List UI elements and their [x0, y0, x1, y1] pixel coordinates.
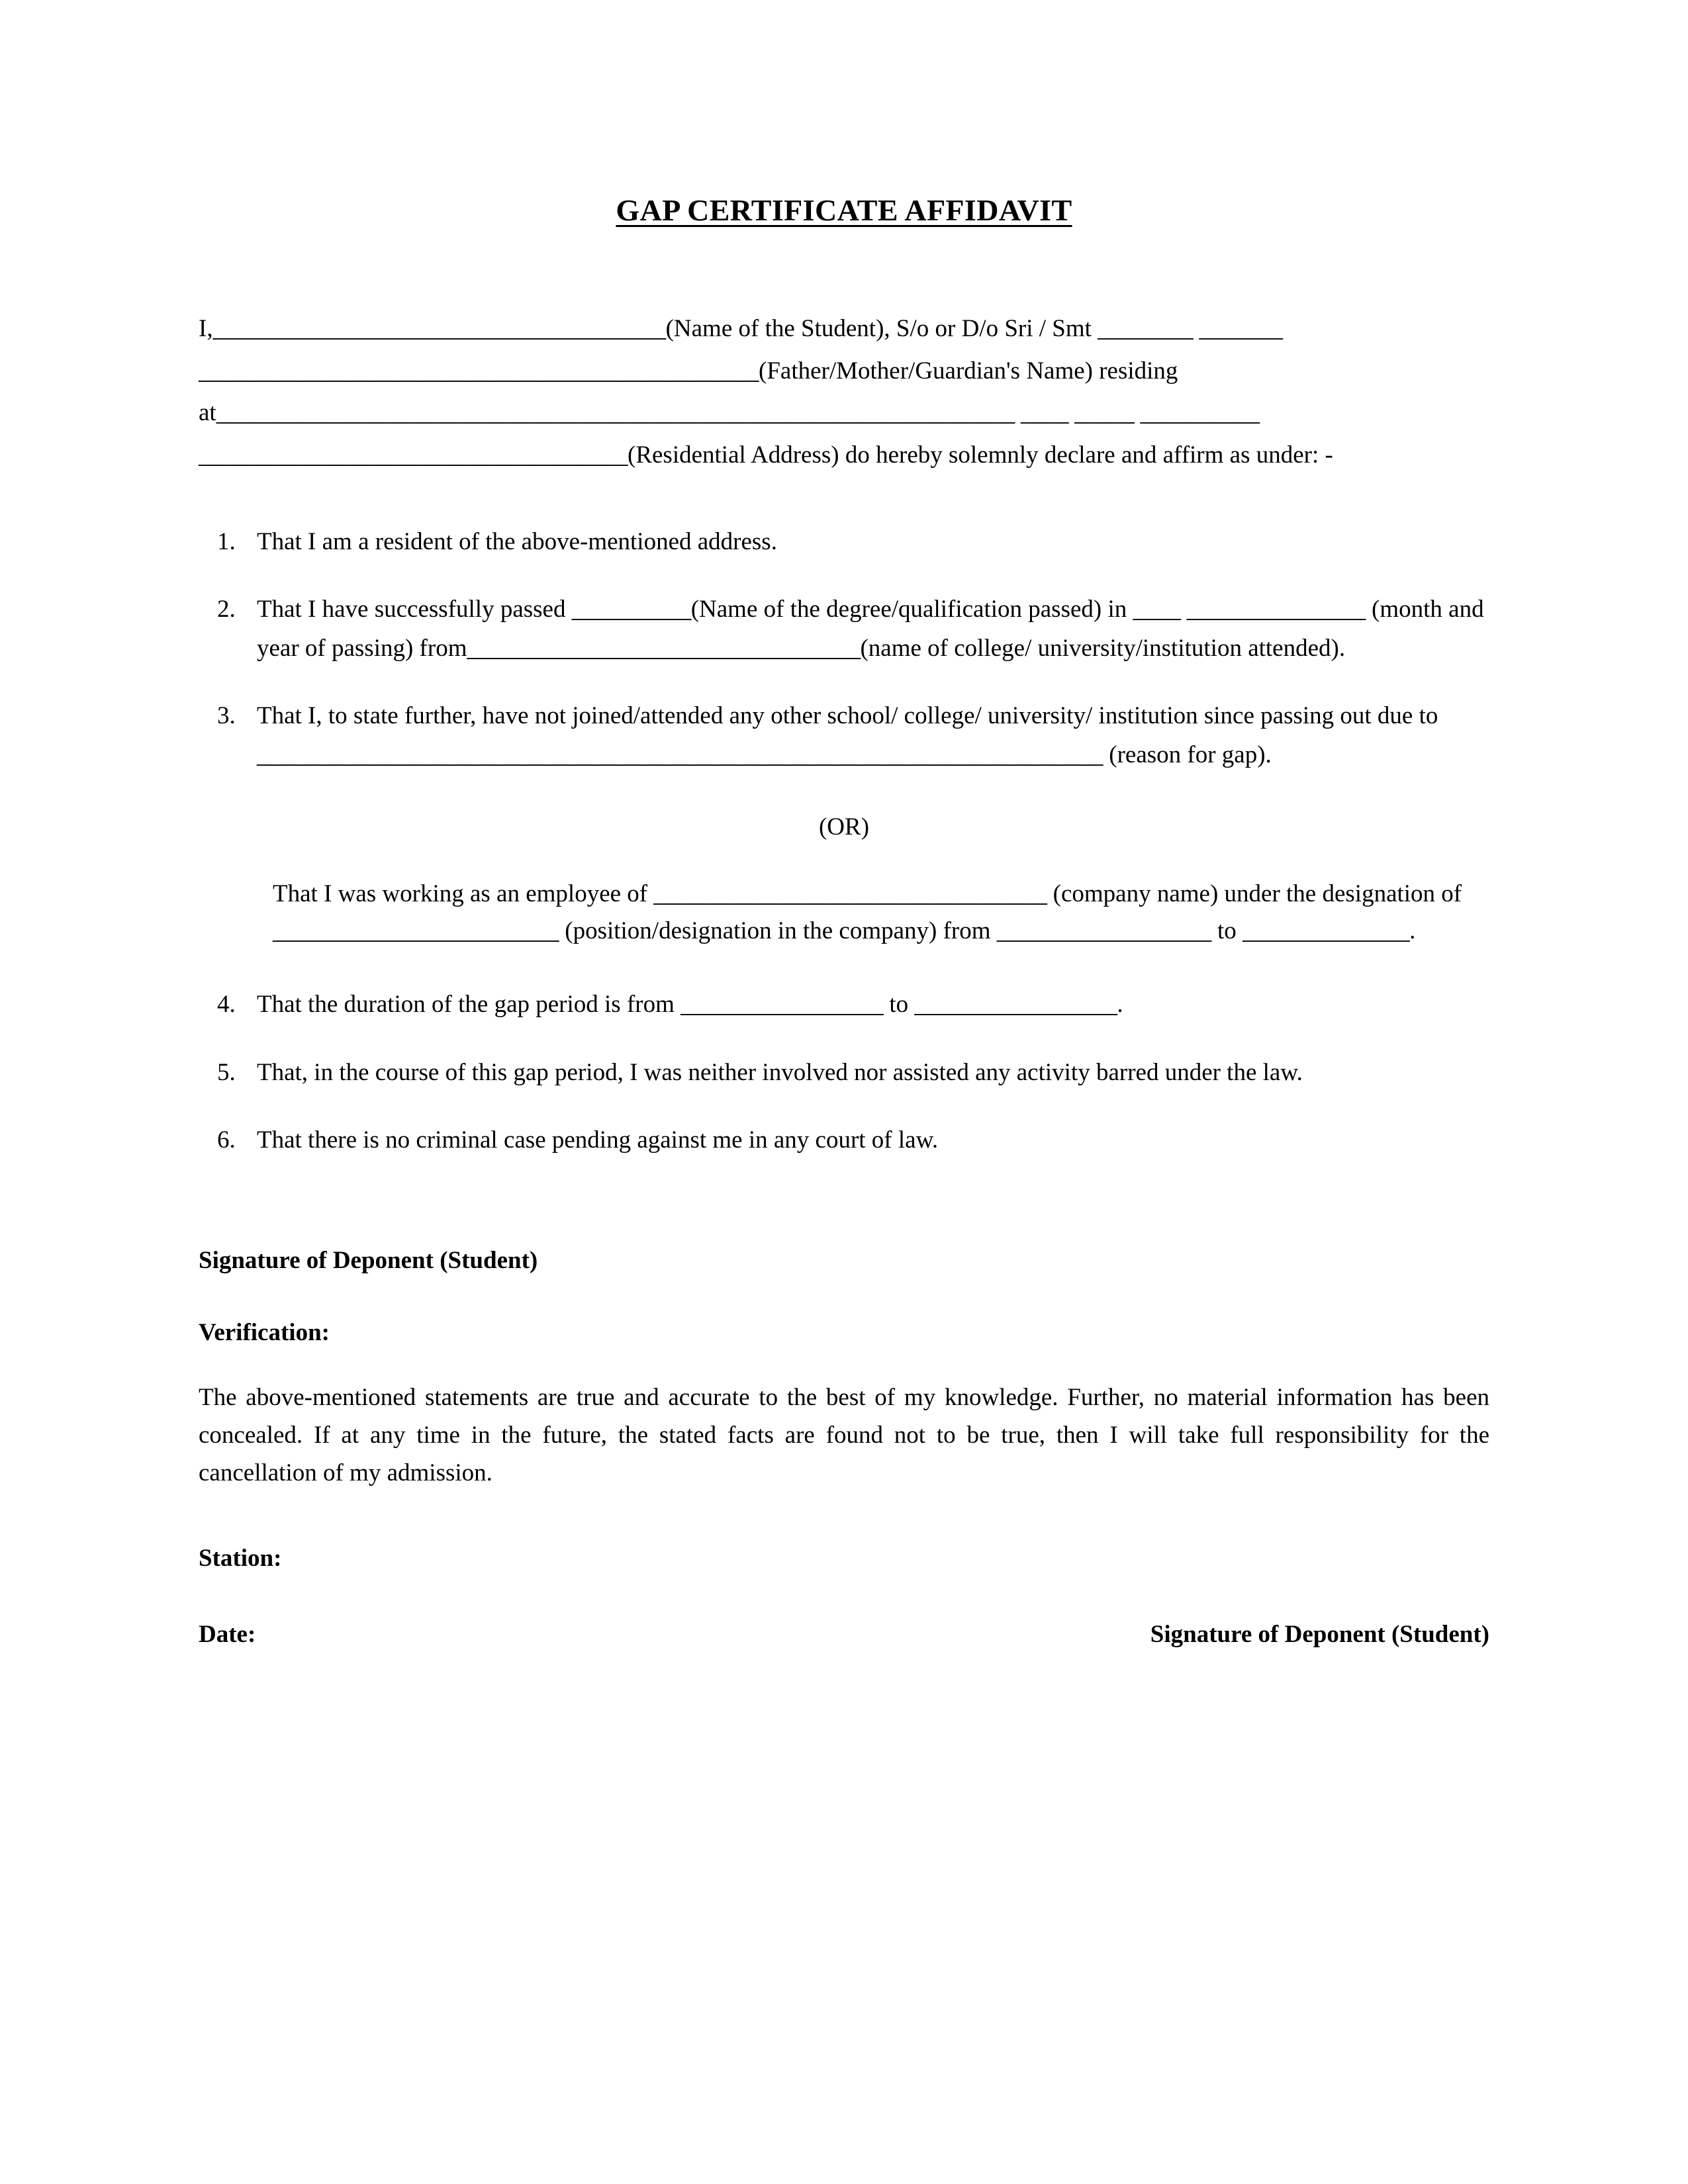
claim-text-4b: to — [889, 991, 909, 1019]
signature-label-top: Signature of Deponent (Student) — [199, 1246, 538, 1274]
claim-text-4c: . — [1117, 991, 1123, 1019]
employment-alternative-paragraph — [199, 876, 1489, 950]
gap-to-blank[interactable]: _________________ — [914, 991, 1117, 1019]
intro-guardian-note: (Father/Mother/Guardian's — [759, 357, 1021, 385]
claim-number-5: 5. — [217, 1058, 236, 1086]
claim-number-1: 1. — [217, 527, 236, 555]
month-year-blank-a[interactable]: ____ — [1133, 596, 1181, 623]
page-title — [199, 192, 1489, 228]
degree-name-blank[interactable]: __________ — [571, 596, 691, 623]
claim-text-1: That I am a resident of the above-mentioned address. — [257, 527, 777, 555]
address-blank-b[interactable]: ____ — [1020, 399, 1068, 427]
or-separator — [199, 813, 1489, 841]
or-label: (OR) — [818, 813, 870, 841]
claim-item-6 — [199, 1121, 1489, 1160]
student-name-blank[interactable]: ______________________________________ — [212, 315, 666, 343]
claim-item-2 — [199, 590, 1489, 668]
claim-number-2: 2. — [217, 596, 236, 623]
claim-text-4a: That the duration of the gap period is from — [257, 991, 675, 1019]
title-block — [199, 0, 1489, 228]
intro-affirm-line: and affirm as under: - — [1121, 441, 1333, 469]
claim-text-2c: (month and year of passing) from — [257, 596, 1484, 662]
address-blank-d[interactable]: __________ — [1140, 399, 1260, 427]
intro-student-note: (Name of the Student), S/o or D/o Sri / Smt — [665, 315, 1092, 343]
company-name-blank[interactable]: _________________________________ — [653, 880, 1047, 907]
employment-to-blank[interactable]: ______________ — [1243, 917, 1410, 945]
month-year-blank-b[interactable]: _______________ — [1186, 596, 1366, 623]
claim-text-6: That there is no criminal case pending against me in any court of law. — [257, 1126, 939, 1154]
claim-item-1 — [199, 523, 1489, 561]
employment-text-a: That I was working as an employee of — [273, 880, 648, 907]
employment-text-b: (company name) under the designation of — [1053, 880, 1462, 907]
institution-name-blank[interactable]: _________________________________ — [467, 634, 861, 662]
claim-text-2a: That I have successfully passed — [257, 596, 566, 623]
employment-from-blank[interactable]: __________________ — [996, 917, 1211, 945]
address-blank-e[interactable]: ____________________________________ — [199, 441, 628, 469]
signature-label-bottom: Signature of Deponent (Student) — [1150, 1620, 1489, 1648]
address-blank-a[interactable]: ___________________________________________________________________ — [216, 399, 1015, 427]
gap-from-blank[interactable]: _________________ — [680, 991, 884, 1019]
verification-body: The above-mentioned statements are true and accurate to the best of my knowledge. Further, no material information has been concealed. If at any time in the future, the stated facts are found not to be true, then I will take full responsibility for the cancellation of my admission. — [199, 1383, 1489, 1487]
claim-number-3: 3. — [217, 702, 236, 730]
claim-text-3a: That I, to state further, have not joined/attended any other school/ college/ university/ institution since passing out due to — [257, 702, 1438, 730]
claims-list-continued — [199, 985, 1489, 1160]
station-label: Station: — [199, 1544, 282, 1572]
claim-item-4 — [199, 985, 1489, 1024]
page-title-text: GAP CERTIFICATE AFFIDAVIT — [616, 193, 1072, 227]
intro-paragraph — [199, 308, 1489, 477]
footer-row — [199, 1620, 1489, 1649]
employment-text-c: (position/designation in the company) from — [565, 917, 991, 945]
address-blank-c[interactable]: _____ — [1074, 399, 1135, 427]
claim-item-5 — [199, 1054, 1489, 1092]
claim-text-5: That, in the course of this gap period, I was neither involved nor assisted any activity barred under the law. — [257, 1058, 1303, 1086]
claim-text-3b: (reason for gap). — [1109, 741, 1272, 768]
reason-for-gap-blank[interactable]: _______________________________________________________________________ — [257, 741, 1103, 768]
verification-heading: Verification: — [199, 1318, 330, 1346]
employment-text-d: to — [1217, 917, 1237, 945]
claims-list — [199, 523, 1489, 774]
claim-number-4: 4. — [217, 991, 236, 1019]
document-content — [199, 0, 1489, 1649]
intro-residing-label: Name) residing at — [199, 357, 1178, 427]
guardian-name-blank-a[interactable]: _______ — [1199, 315, 1283, 343]
claim-item-3 — [199, 697, 1489, 774]
employment-text-e: . — [1409, 917, 1416, 945]
date-label: Date: — [199, 1620, 256, 1648]
intro-address-note: (Residential Address) do hereby solemnly declare — [628, 441, 1115, 469]
claim-number-6: 6. — [217, 1126, 236, 1154]
guardian-prefix-blank[interactable]: ________ — [1098, 315, 1194, 343]
designation-blank[interactable]: ________________________ — [273, 917, 559, 945]
guardian-name-blank-b[interactable]: _______________________________________________ — [199, 357, 759, 385]
claim-text-2b: (Name of the degree/qualification passed) in — [690, 596, 1127, 623]
intro-i-label: I, — [199, 315, 213, 343]
claim-text-2d: (name of college/ university/institution attended). — [860, 634, 1346, 662]
